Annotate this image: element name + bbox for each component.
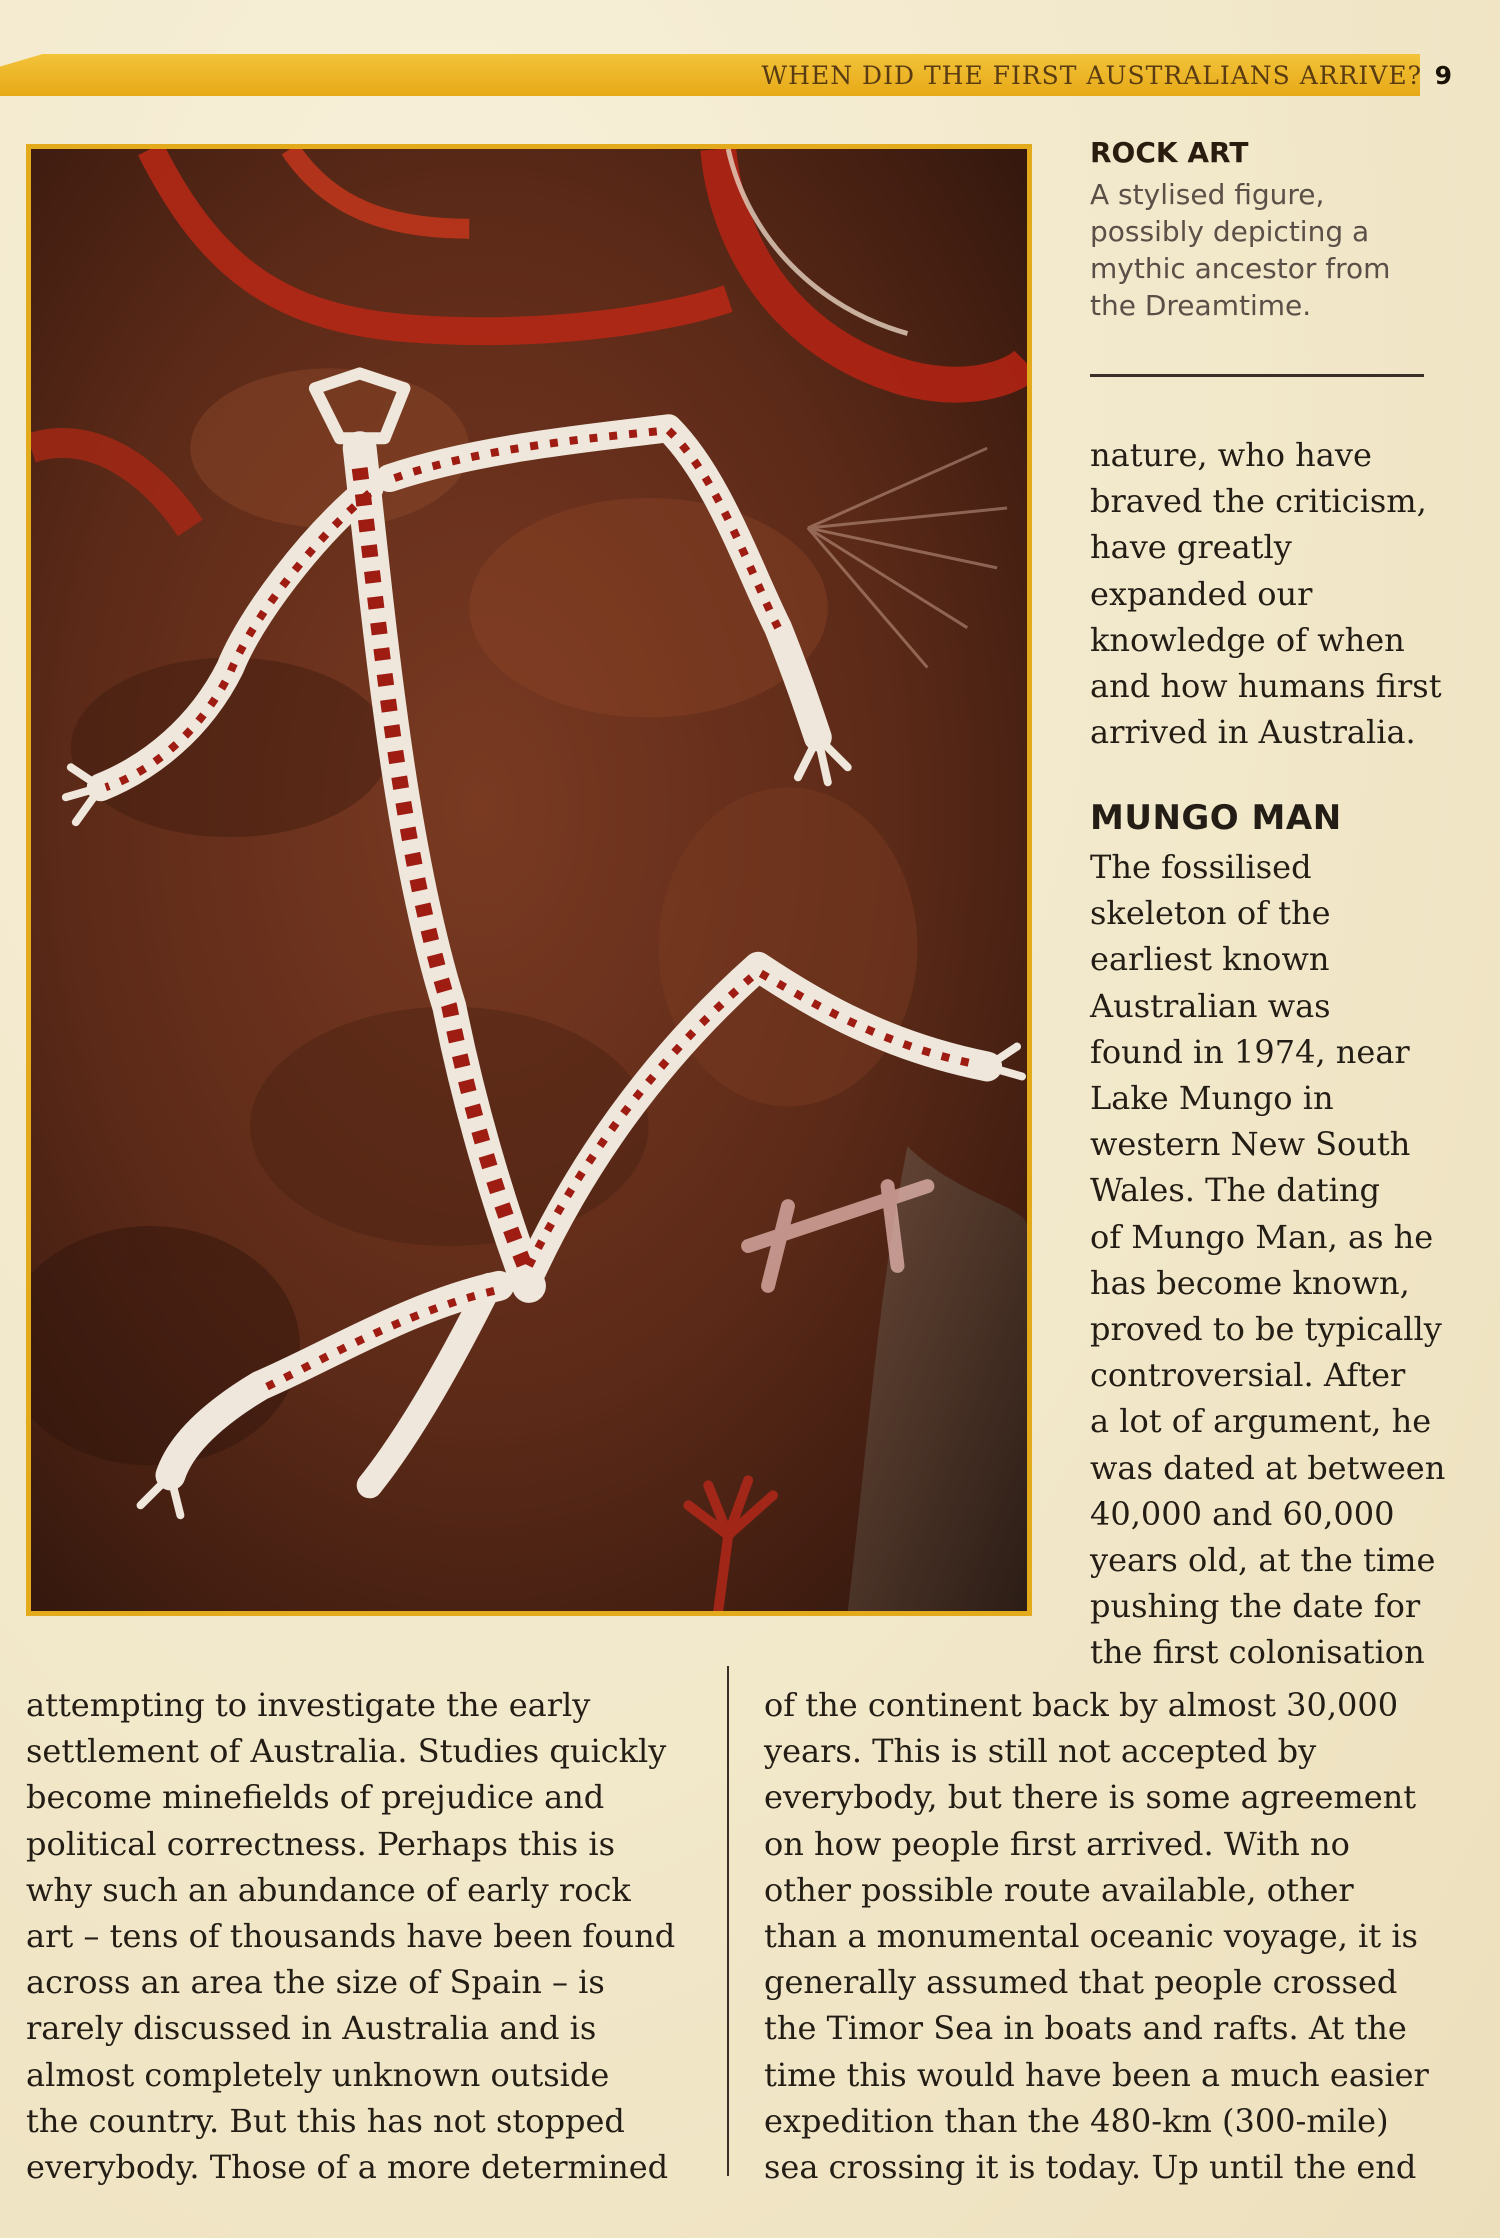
section-heading-mungo-man: MUNGO MAN [1090, 798, 1342, 838]
text-line: 40,000 and 60,000 [1090, 1494, 1395, 1533]
text-line: western New South [1090, 1125, 1411, 1164]
text-line: than a monumental oceanic voyage, it is [764, 1917, 1418, 1956]
text-line: nature, who have [1090, 436, 1372, 474]
text-line: years. This is still not accepted by [764, 1732, 1317, 1771]
text-line: have greatly [1090, 528, 1292, 567]
rock-art-photo [26, 144, 1032, 1616]
page-number: 9 [1434, 61, 1452, 90]
text-line: sea crossing it is today. Up until the end [764, 2148, 1417, 2187]
mungo-man-text [1090, 844, 1490, 1676]
text-line: The fossilised [1090, 848, 1312, 886]
running-header-title: WHEN DID THE FIRST AUSTRALIANS ARRIVE? [761, 61, 1422, 90]
side-column-text [1090, 432, 1490, 755]
rock-art-illustration [31, 149, 1027, 1611]
text-line: why such an abundance of early rock [26, 1870, 631, 1909]
text-line: the country. But this has not stopped [26, 2101, 625, 2140]
caption-line: A stylised figure, [1090, 178, 1325, 211]
text-line: art – tens of thousands have been found [26, 1917, 676, 1956]
text-line: braved the criticism, [1090, 482, 1427, 521]
text-line: attempting to investigate the early [26, 1686, 591, 1724]
text-line: other possible route available, other [764, 1870, 1354, 1909]
text-line: the first colonisation [1090, 1633, 1425, 1672]
text-line: rarely discussed in Australia and is [26, 2009, 597, 2048]
caption-line: possibly depicting a [1090, 215, 1370, 248]
text-line: expedition than the 480-km (300-mile) [764, 2101, 1389, 2140]
text-line: arrived in Australia. [1090, 713, 1416, 752]
caption-line: the Dreamtime. [1090, 289, 1312, 322]
text-line: knowledge of when [1090, 620, 1405, 659]
column-divider [727, 1666, 729, 2176]
caption-title: ROCK ART [1090, 136, 1249, 169]
text-line: time this would have been a much easier [764, 2055, 1429, 2094]
body-column-right [764, 1682, 1464, 2190]
text-line: on how people first arrived. With no [764, 1824, 1350, 1863]
text-line: skeleton of the [1090, 894, 1331, 933]
text-line: earliest known [1090, 940, 1330, 979]
text-line: of the continent back by almost 30,000 [764, 1686, 1399, 1724]
text-line: and how humans first [1090, 667, 1442, 706]
text-line: expanded our [1090, 574, 1313, 613]
text-line: pushing the date for [1090, 1587, 1421, 1626]
text-line: found in 1974, near [1090, 1032, 1410, 1071]
text-line: of Mungo Man, as he [1090, 1217, 1434, 1256]
caption-line: mythic ancestor from [1090, 252, 1391, 285]
body-column-left [26, 1682, 686, 2190]
text-line: across an area the size of Spain – is [26, 1963, 605, 2002]
text-line: everybody, but there is some agreement [764, 1778, 1417, 1817]
text-line: everybody. Those of a more determined [26, 2148, 669, 2187]
text-line: almost completely unknown outside [26, 2055, 610, 2094]
text-line: Australian was [1090, 986, 1331, 1025]
text-line: years old, at the time [1090, 1541, 1436, 1580]
text-line: become minefields of prejudice and [26, 1778, 605, 1817]
text-line: a lot of argument, he [1090, 1402, 1432, 1441]
text-line: was dated at between [1090, 1448, 1446, 1487]
text-line: generally assumed that people crossed [764, 1963, 1398, 2002]
photo-caption [1090, 176, 1460, 324]
text-line: controversial. After [1090, 1356, 1406, 1395]
text-line: political correctness. Perhaps this is [26, 1824, 615, 1863]
caption-divider [1090, 374, 1424, 377]
text-line: proved to be typically [1090, 1310, 1442, 1349]
text-line: Wales. The dating [1090, 1171, 1380, 1210]
text-line: Lake Mungo in [1090, 1079, 1334, 1118]
text-line: settlement of Australia. Studies quickly [26, 1732, 667, 1771]
text-line: the Timor Sea in boats and rafts. At the [764, 2009, 1407, 2048]
text-line: has become known, [1090, 1263, 1410, 1302]
